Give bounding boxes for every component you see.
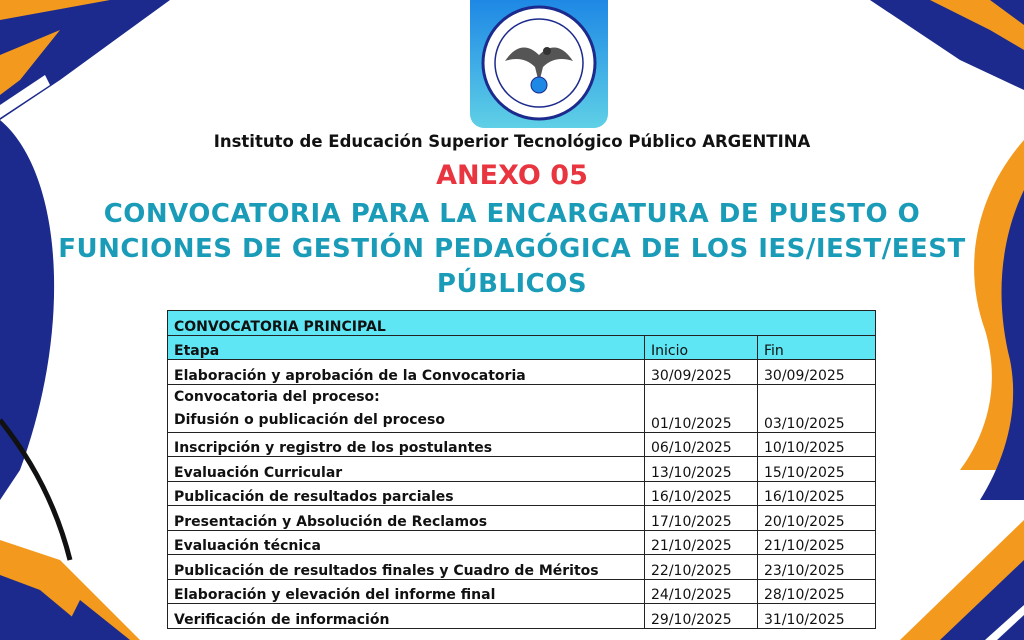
stage-cell-line: Convocatoria del proceso: (174, 388, 380, 405)
stage-cell: Elaboración y aprobación de la Convocatoria (168, 360, 645, 385)
table-row (168, 457, 876, 482)
end-date-cell: 03/10/2025 (758, 384, 876, 432)
stage-cell: Publicación de resultados finales y Cuadro de Méritos (168, 555, 645, 580)
end-date-cell: 15/10/2025 (758, 457, 876, 482)
start-date-cell: 24/10/2025 (645, 579, 758, 604)
start-date-cell: 21/10/2025 (645, 530, 758, 555)
title-line: PÚBLICOS (436, 269, 588, 299)
stage-cell-line: Difusión o publicación del proceso (174, 411, 445, 428)
title-line: FUNCIONES DE GESTIÓN PEDAGÓGICA DE LOS IES/IEST/EEST (58, 234, 966, 264)
section-header-row (168, 311, 876, 336)
end-date-cell: 16/10/2025 (758, 481, 876, 506)
table-row (168, 360, 876, 385)
start-date-cell: 01/10/2025 (645, 384, 758, 432)
stage-cell: Presentación y Absolución de Reclamos (168, 506, 645, 531)
column-header-stage: Etapa (168, 335, 645, 360)
column-header-row (168, 335, 876, 360)
end-date-cell: 20/10/2025 (758, 506, 876, 531)
stage-cell: Evaluación técnica (168, 530, 645, 555)
stage-cell-multiline (168, 384, 645, 432)
stage-cell: Elaboración y elevación del informe final (168, 579, 645, 604)
table-row (168, 555, 876, 580)
schedule-table-wrapper (167, 310, 875, 629)
start-date-cell: 13/10/2025 (645, 457, 758, 482)
title-line: CONVOCATORIA PARA LA ENCARGATURA DE PUESTO O (103, 199, 921, 229)
end-date-cell: 21/10/2025 (758, 530, 876, 555)
stage-cell: Inscripción y registro de los postulantes (168, 432, 645, 457)
schedule-table (167, 310, 876, 629)
end-date-cell: 23/10/2025 (758, 555, 876, 580)
end-date-cell: 30/09/2025 (758, 360, 876, 385)
start-date-cell: 06/10/2025 (645, 432, 758, 457)
start-date-cell: 17/10/2025 (645, 506, 758, 531)
start-date-cell: 30/09/2025 (645, 360, 758, 385)
start-date-cell: 29/10/2025 (645, 604, 758, 629)
end-date-cell: 28/10/2025 (758, 579, 876, 604)
column-header-start: Inicio (645, 335, 758, 360)
table-row (168, 384, 876, 432)
table-row (168, 432, 876, 457)
stage-cell: Evaluación Curricular (168, 457, 645, 482)
logo-tab (470, 0, 608, 128)
start-date-cell: 22/10/2025 (645, 555, 758, 580)
table-row (168, 481, 876, 506)
table-row (168, 579, 876, 604)
section-title: CONVOCATORIA PRINCIPAL (168, 311, 876, 336)
stage-cell: Verificación de información (168, 604, 645, 629)
annex-title: ANEXO 05 (436, 160, 588, 191)
column-header-end: Fin (758, 335, 876, 360)
institute-name: Instituto de Educación Superior Tecnológico Público ARGENTINA (213, 132, 811, 151)
table-row (168, 604, 876, 629)
document-title (40, 197, 984, 302)
end-date-cell: 31/10/2025 (758, 604, 876, 629)
stage-cell: Publicación de resultados parciales (168, 481, 645, 506)
start-date-cell: 16/10/2025 (645, 481, 758, 506)
table-row (168, 530, 876, 555)
end-date-cell: 10/10/2025 (758, 432, 876, 457)
institute-seal-logo (477, 3, 601, 123)
table-row (168, 506, 876, 531)
